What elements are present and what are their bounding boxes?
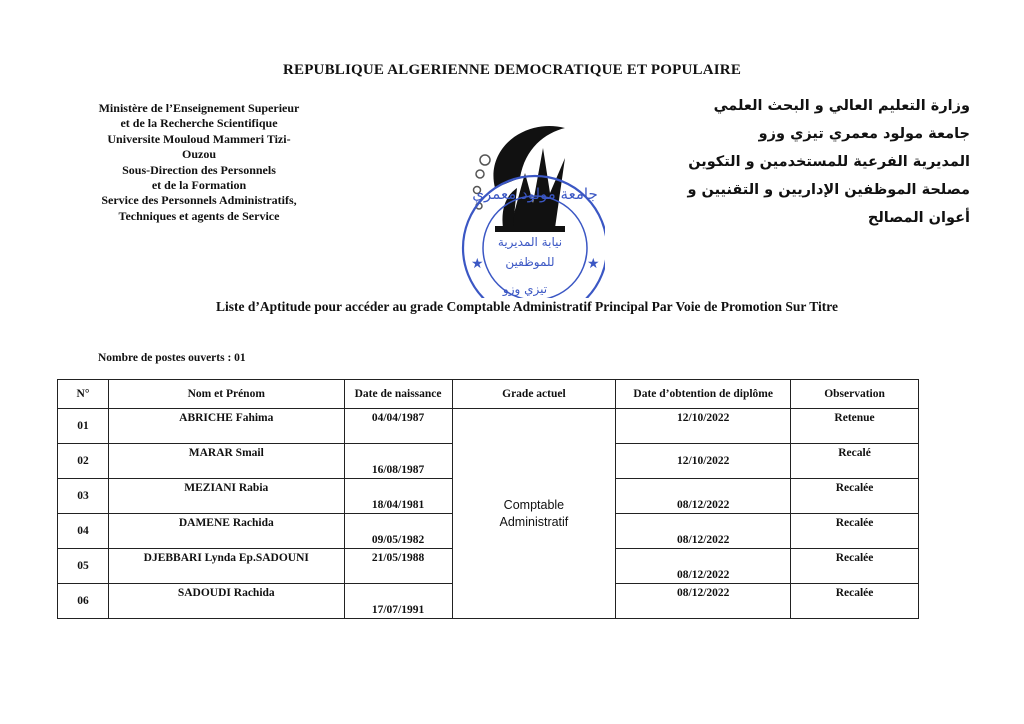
header-name: Nom et Prénom — [108, 380, 344, 409]
cell-number: 03 — [58, 479, 109, 514]
cell-birth-date: 17/07/1991 — [344, 584, 452, 619]
right-header-line: مصلحة الموظفين الإداريين و التقنيين و — [687, 182, 970, 198]
right-header-line: وزارة التعليم العالي و البحث العلمي — [713, 98, 970, 114]
grade-text: Comptable Administratif — [499, 497, 569, 529]
table-row — [58, 409, 919, 444]
cell-diploma-date: 08/12/2022 — [616, 514, 791, 549]
cell-birth-date: 09/05/1982 — [344, 514, 452, 549]
cell-observation: Recalé — [791, 444, 919, 479]
stamp-star-icon: ★ — [471, 257, 484, 272]
university-logo-icon — [474, 126, 566, 232]
table-header-row — [58, 380, 919, 409]
cell-observation: Recalée — [791, 584, 919, 619]
header-current-grade: Grade actuel — [452, 380, 616, 409]
cell-name: MEZIANI Rabia — [108, 479, 344, 514]
left-header-line: et de la Formation — [151, 178, 247, 193]
cell-current-grade — [452, 409, 616, 619]
cell-diploma-date: 12/10/2022 — [616, 409, 791, 444]
cell-diploma-date: 08/12/2022 — [616, 479, 791, 514]
republic-title: REPUBLIQUE ALGERIENNE DEMOCRATIQUE ET POPULAIRE — [282, 62, 742, 78]
right-header-line: المديرية الفرعية للمستخدمين و التكوين — [688, 154, 970, 170]
cell-number: 02 — [58, 444, 109, 479]
left-header-line: Sous-Direction des Personnels — [122, 162, 276, 177]
right-header-line: جامعة مولود معمري تيزي وزو — [758, 126, 970, 142]
open-positions-count: Nombre de postes ouverts : 01 — [98, 352, 246, 364]
official-stamp — [463, 176, 605, 298]
cell-number: 06 — [58, 584, 109, 619]
cell-birth-date: 04/04/1987 — [344, 409, 452, 444]
left-header-block — [70, 101, 328, 224]
list-title: Liste d’Aptitude pour accéder au grade Comptable Administratif Principal Par Voie de Promotion Sur Titre — [215, 299, 838, 314]
cell-diploma-date: 12/10/2022 — [616, 444, 791, 479]
cell-birth-date: 21/05/1988 — [344, 549, 452, 584]
cell-diploma-date: 08/12/2022 — [616, 584, 791, 619]
left-header-line: Ouzou — [181, 147, 216, 162]
cell-name: SADOUDI Rachida — [108, 584, 344, 619]
stamp-ring-text: جامعة مولود معمري — [472, 185, 598, 203]
cell-observation: Recalée — [791, 479, 919, 514]
cell-number: 04 — [58, 514, 109, 549]
cell-name: MARAR Smail — [108, 444, 344, 479]
cell-observation: Recalée — [791, 549, 919, 584]
right-header-line: أعوان المصالح — [867, 210, 970, 226]
left-header-line: Techniques et agents de Service — [118, 208, 280, 223]
stamp-star-icon: ★ — [587, 257, 600, 272]
cell-name: DJEBBARI Lynda Ep.SADOUNI — [108, 549, 344, 584]
cell-name: DAMENE Rachida — [108, 514, 344, 549]
cell-number: 05 — [58, 549, 109, 584]
left-header-line: Ministère de l’Enseignement Superieur — [98, 101, 300, 115]
cell-number: 01 — [58, 409, 109, 444]
cell-observation: Retenue — [791, 409, 919, 444]
left-header-line: et de la Recherche Scientifique — [120, 116, 278, 131]
cell-birth-date: 16/08/1987 — [344, 444, 452, 479]
header-observation: Observation — [791, 380, 919, 409]
left-header-line: Service des Personnels Administratifs, — [101, 193, 297, 208]
cell-birth-date: 18/04/1981 — [344, 479, 452, 514]
university-logo-and-stamp — [455, 108, 605, 298]
right-header-block-arabic — [687, 92, 970, 232]
stamp-center-line-2: للموظفين — [505, 255, 555, 269]
header-diploma-date: Date d’obtention de diplôme — [616, 380, 791, 409]
cell-diploma-date: 08/12/2022 — [616, 549, 791, 584]
stamp-center-line-1: نيابة المديرية — [497, 235, 563, 249]
stamp-bottom-text: تيزي وزو — [502, 282, 548, 296]
left-header-line: Universite Mouloud Mammeri Tizi- — [107, 131, 291, 146]
header-number: N° — [58, 380, 109, 409]
cell-name: ABRICHE Fahima — [108, 409, 344, 444]
header-birth-date: Date de naissance — [344, 380, 452, 409]
aptitude-table — [57, 379, 919, 616]
cell-observation: Recalée — [791, 514, 919, 549]
